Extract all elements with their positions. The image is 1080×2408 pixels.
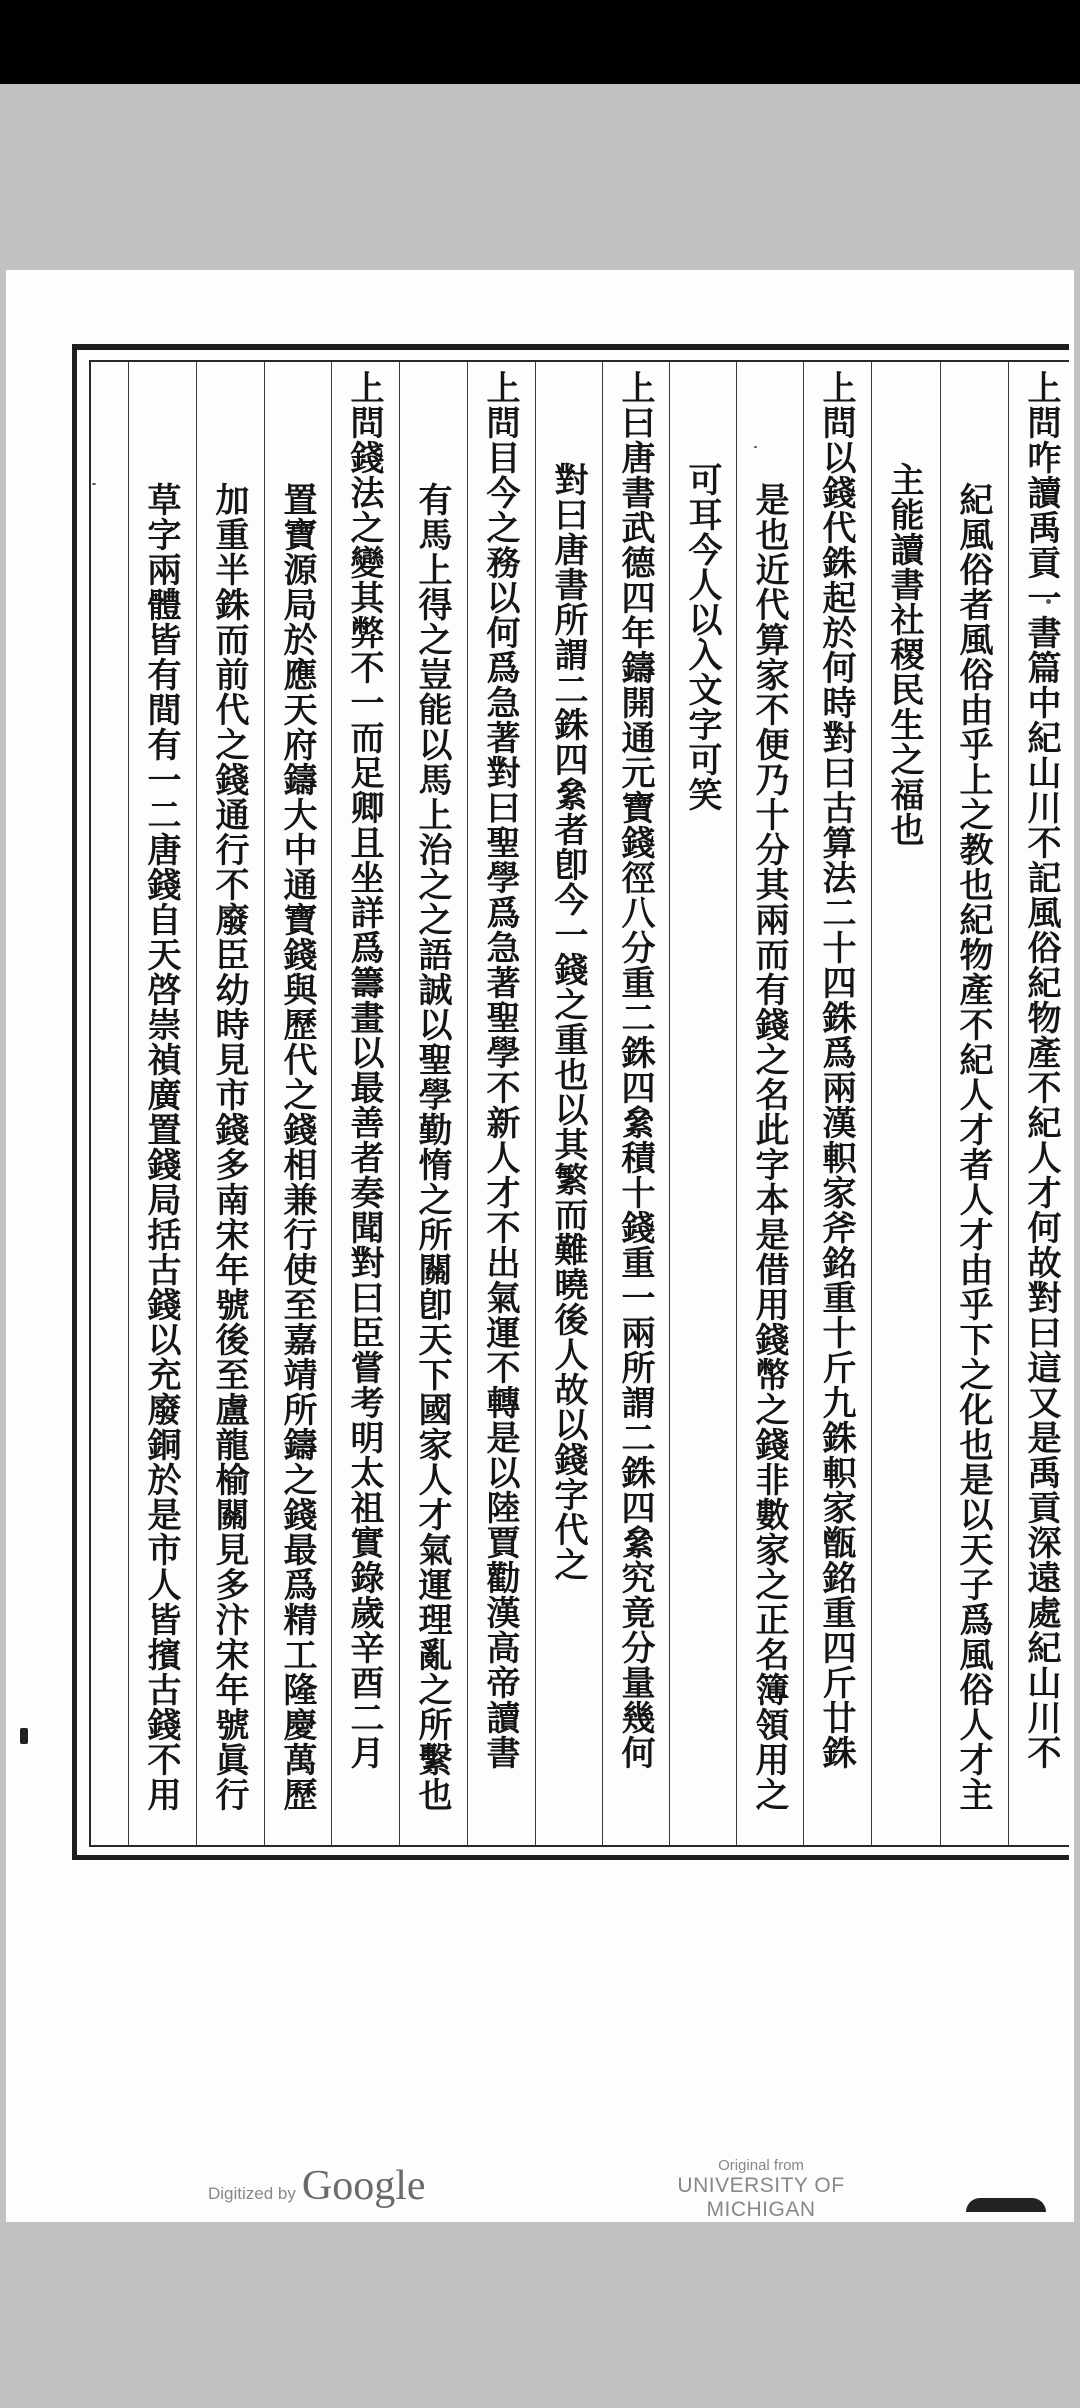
google-logo: Google [301,2163,426,2209]
scan-mark [966,2198,1046,2212]
text-column [535,362,603,1845]
text-column [128,362,196,1845]
text-column [399,362,467,1845]
institution-name: UNIVERSITY OF MICHIGAN [677,2174,845,2221]
text-column [467,362,535,1845]
text-frame-inner [89,360,1069,1847]
column-text: 紀風俗者風俗由乎上之教也紀物產不紀人才者人才由乎下之化也是以天子爲風俗人才主 [953,482,993,1812]
column-text: 對曰唐書所謂二銖四絫者卽今一錢之重也以其繁而難曉後人故以錢字代之 [548,462,588,1582]
original-from-text: Original from [718,2157,804,2174]
text-column [264,362,332,1845]
scan-speck [20,1728,28,1744]
column-text: 上問錢法之變其弊不一而足卿且坐詳爲籌畫以最善者奏聞對曰臣嘗考明太祖實錄歲辛酉二月 [344,370,384,1770]
digitized-label: Digitized by [208,2184,296,2203]
column-text: 草字兩體皆有間有一二唐錢自天啓崇禎廣置錢局括古錢以充廢銅於是市人皆擯古錢不用 [141,482,181,1812]
text-column [196,362,264,1845]
text-column [871,362,939,1845]
column-text: 加重半銖而前代之錢通行不廢臣幼時見市錢多南宋年號後至盧龍榆關見多汴宋年號眞行 [209,482,249,1812]
column-text: 是也近代算家不便乃十分其兩而有錢之名此字本是借用錢幣之錢非數家之正名簿領用之 [749,482,789,1812]
text-column [669,362,737,1845]
text-column [940,362,1008,1845]
digitized-by-google [208,2162,426,2210]
top-status-bar [0,0,1080,84]
column-text: 可耳今人以入文字可笑 [682,462,722,812]
text-frame [72,344,1069,1860]
column-text: 置寶源局於應天府鑄大中通寶錢與歷代之錢相兼行使至嘉靖所鑄之錢最爲精工隆慶萬歷 [277,482,317,1812]
column-text: 上問目今之務以何爲急著對曰聖學爲急著聖學不新人才不出氣運不轉是以陸賈勸漢高帝讀書 [480,370,520,1770]
column-text: 主能讀書社稷民生之福也 [884,462,924,847]
text-column [331,362,399,1845]
original-from-label [630,2157,892,2222]
column-text: 上問以錢代銖起於何時對曰古算法二十四銖爲兩漢軹家斧銘重十斤九銖軹家甑銘重四斤廿銖 [816,370,856,1770]
column-text: 有馬上得之豈能以馬上治之之語誠以聖學勤惰之所關卽天下國家人才氣運理亂之所繫也 [412,482,452,1812]
text-column [602,362,670,1845]
text-column [736,362,804,1845]
text-column [1008,362,1076,1845]
column-text: 上曰唐書武德四年鑄開通元寶錢徑八分重二銖四絫積十錢重一兩所謂二銖四絫究竟分量幾何 [615,370,655,1770]
column-text: 上問咋讀禹貢一書篇中紀山川不記風俗紀物產不紀人才何故對曰這又是禹貢深遠處紀山川不 [1021,370,1061,1770]
text-column [803,362,871,1845]
